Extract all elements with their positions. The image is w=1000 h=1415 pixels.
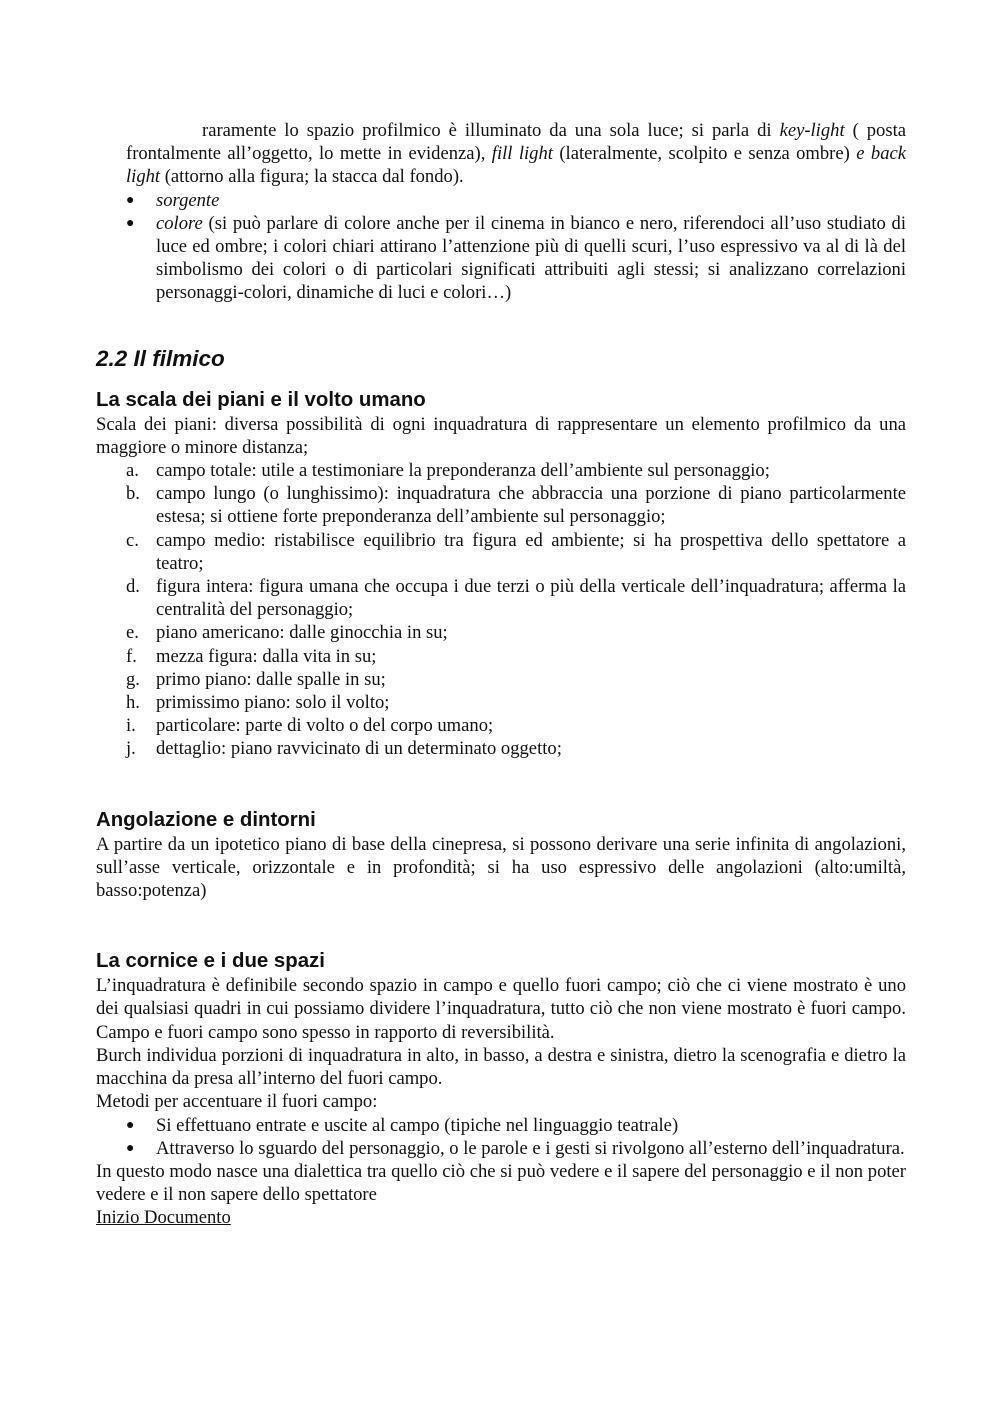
intro-bullet-list (96, 189, 906, 305)
list-item-text: particolare: parte di volto o del corpo umano; (156, 715, 494, 737)
list-marker: d. (126, 576, 140, 598)
angolazione-heading: Angolazione e dintorni (96, 808, 316, 831)
lighting-text-2: ( posta frontalmente all’oggetto, lo mette in evidenza), (126, 120, 906, 165)
lighting-text-1: raramente lo spazio profilmico è illuminato da una sola luce; si parla di (202, 120, 780, 141)
list-marker: h. (126, 692, 140, 714)
list-item-text: campo lungo (o lunghissimo): inquadratura che abbraccia una porzione di piano particolarmente estesa; si ottiene forte preponderanza dell’ambiente sul personaggio; (156, 483, 906, 528)
cornice-paragraph-2: Burch individua porzioni di inquadratura in alto, in basso, a destra e sinistra, dietro la scenografia e dietro la macchina da presa all’interno del fuori campo. (96, 1044, 906, 1090)
angolazione-text: A partire da un ipotetico piano di base della cinepresa, si possono derivare una serie infinita di angolazioni, sull’asse verticale, orizzontale e in profondità; si ha uso espressivo delle angolazioni (alto:umiltà, basso:potenza) (96, 833, 906, 902)
inizio-documento-link[interactable]: Inizio Documento (96, 1207, 231, 1229)
list-item (96, 529, 906, 575)
lighting-text-3: (lateralmente, scolpito e senza ombre) (552, 143, 857, 165)
page-content (96, 119, 906, 1230)
list-item-text: Si effettuano entrate e uscite al campo (tipiche nel linguaggio teatrale) (156, 1114, 679, 1136)
list-marker: f. (126, 645, 137, 667)
bullet-icon: ● (126, 215, 135, 231)
list-marker: i. (126, 715, 136, 737)
list-item-text: dettaglio: piano ravvicinato di un determinato oggetto; (156, 738, 562, 760)
list-marker: g. (126, 668, 140, 690)
list-item (96, 189, 906, 212)
scala-list (96, 459, 906, 761)
fill-light-term: fill light (491, 143, 553, 165)
key-light-term: key-light (779, 120, 845, 141)
scala-intro: Scala dei piani: diversa possibilità di ogni inquadratura di rappresentare un elemento profilmico da una maggiore o minore distanza; (96, 413, 906, 458)
list-item-text: campo totale: utile a testimoniare la preponderanza dell’ambiente sul personaggio; (156, 460, 770, 482)
sorgente-term: sorgente (156, 189, 220, 211)
list-item-text: campo medio: ristabilisce equilibrio tra figura ed ambiente; si ha prospettiva dello spettatore a teatro; (156, 529, 906, 574)
list-marker: j. (126, 738, 136, 760)
cornice-paragraph-4: In questo modo nasce una dialettica tra quello ciò che si può vedere e il sapere del personaggio e il non poter vedere e il non sapere dello spettatore (96, 1160, 906, 1206)
list-item-text: primissimo piano: solo il volto; (156, 692, 390, 714)
list-item (96, 714, 906, 737)
list-item-text: primo piano: dalle spalle in su; (156, 668, 386, 690)
list-item (96, 459, 906, 482)
list-marker: b. (126, 483, 140, 505)
list-item (96, 482, 906, 528)
cornice-heading: La cornice e i due spazi (96, 950, 325, 973)
list-item (96, 575, 906, 621)
bullet-icon: ● (126, 1117, 135, 1133)
lighting-paragraph (96, 119, 906, 189)
list-item (96, 691, 906, 714)
cornice-paragraph-1: L’inquadratura è definibile secondo spazio in campo e quello fuori campo; ciò che ci viene mostrato è uno dei qualsiasi quadri in cui possiamo dividere l’inquadratura, tutto ciò che non viene mostrato è fuori campo. Campo e fuori campo sono spesso in rapporto di reversibilità. (96, 975, 906, 1043)
bullet-icon: ● (126, 1140, 135, 1156)
bullet-icon: ● (126, 192, 135, 208)
scala-heading: La scala dei piani e il volto umano (96, 388, 426, 411)
colore-text: (si può parlare di colore anche per il cinema in bianco e nero, riferendoci all’uso studiato di luce ed ombre; i colori chiari attirano l’attenzione più di quelli scuri, l’uso espressivo va al di là del simbolismo dei colori o di particolari significati attribuiti agli stessi; si analizzano correlazioni personaggi-colori, dinamiche di luci e colori…) (156, 212, 906, 304)
cornice-paragraph-3: Metodi per accentuare il fuori campo: (96, 1091, 378, 1113)
list-item (96, 1137, 906, 1160)
lighting-text-4: (attorno alla figura; la stacca dal fondo). (160, 166, 464, 188)
cornice-bullet-list (96, 1114, 906, 1160)
list-marker: c. (126, 529, 139, 551)
list-item (96, 645, 906, 668)
list-item-text: Attraverso lo sguardo del personaggio, o le parole e i gesti si rivolgono all’esterno dell’inquadratura. (156, 1137, 905, 1159)
colore-term: colore (156, 212, 203, 234)
list-item-text: piano americano: dalle ginocchia in su; (156, 622, 448, 644)
list-item-text: figura intera: figura umana che occupa i due terzi o più della verticale dell’inquadratura; afferma la centralità del personaggio; (156, 576, 906, 621)
list-item (96, 737, 906, 760)
list-marker: a. (126, 460, 139, 482)
list-item (96, 1114, 906, 1137)
list-item-text: mezza figura: dalla vita in su; (156, 645, 377, 667)
back-light-term: e back light (126, 143, 906, 188)
list-item (96, 621, 906, 644)
list-item (96, 212, 906, 305)
section-title: 2.2 Il filmico (96, 345, 225, 371)
list-item (96, 668, 906, 691)
list-marker: e. (126, 622, 139, 644)
